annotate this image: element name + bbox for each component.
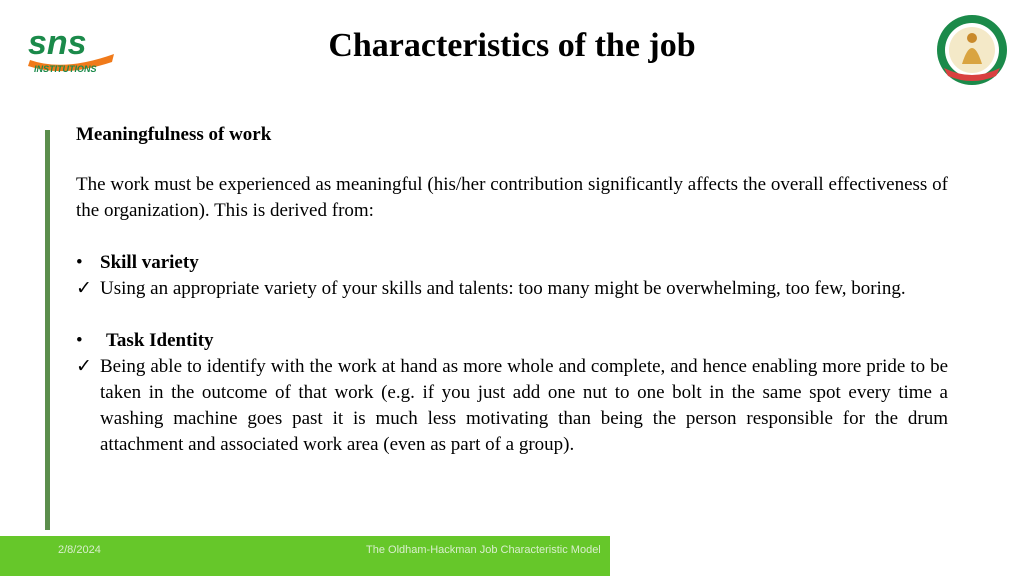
list-item [76,328,948,458]
accent-bar [45,130,50,530]
section-heading: Meaningfulness of work [76,124,272,145]
sns-logo [24,20,118,78]
intro-paragraph: The work must be experienced as meaningful (his/her contribution significantly affects the overall effectiveness of the organization). This is derived from: [76,174,948,221]
list-item [76,250,948,302]
footer-topic: The Oldham-Hackman Job Characteristic Model [366,544,601,556]
item-text: Using an appropriate variety of your skills and talents: too many might be overwhelming, too few, boring. [100,278,906,299]
item-text: Being able to identify with the work at hand as more whole and complete, and hence enabling more pride to be taken in the outcome of that work (e.g. if you just add one nut to one bolt in the same spot every time a washing machine goes past it is much less motivating than being the person responsible for the drum attachment and associated work area (even as part of a group). [100,356,948,455]
footer-bar [0,536,610,576]
item-text-row [76,276,948,302]
footer-date: 2/8/2024 [58,544,101,556]
checkmark-icon: ✓ [76,278,92,299]
sns-logo-text: sns [28,24,87,62]
item-title: Task Identity [106,330,214,351]
item-text-row [76,354,948,458]
college-seal-logo [934,12,1010,88]
checkmark-icon: ✓ [76,356,92,377]
item-title: Skill variety [100,252,199,273]
item-title-row [76,250,948,276]
slide-content [76,120,948,484]
page-title: Characteristics of the job [328,27,696,64]
bullet-icon: • [76,252,83,273]
item-title-row [76,328,948,354]
bullet-icon: • [76,330,83,351]
sns-logo-subtext: INSTITUTIONS [34,64,97,74]
